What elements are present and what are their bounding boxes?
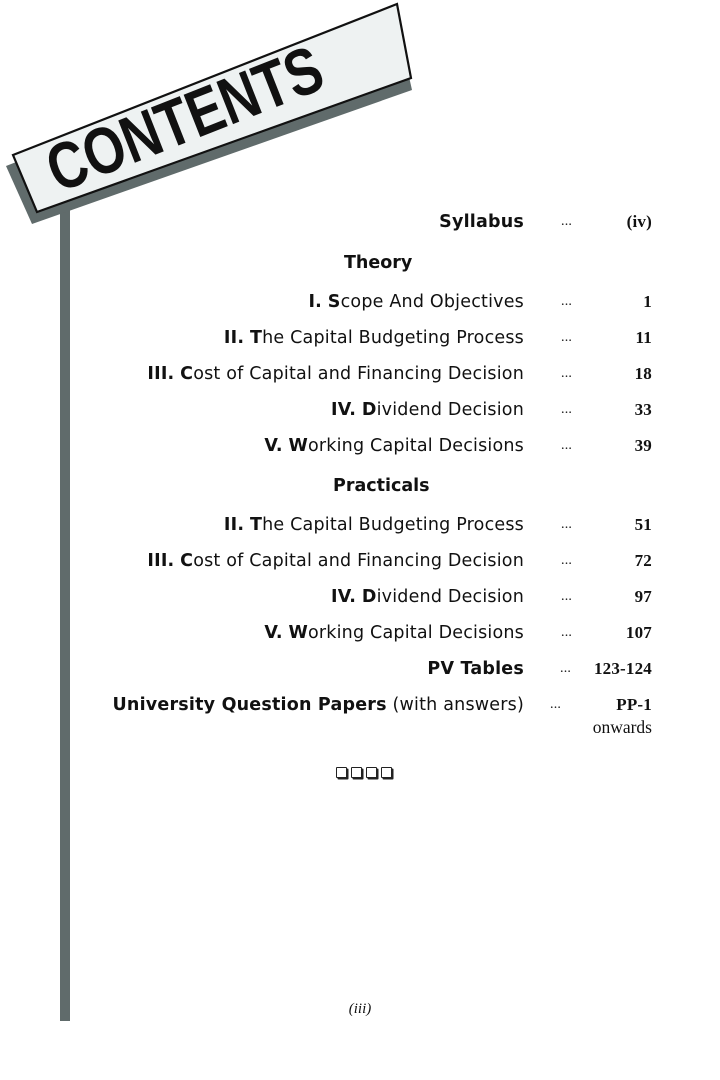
chapter-title-rest: cope And Objectives [340,292,524,312]
end-mark-box-icon [336,767,347,778]
end-of-contents-marks [336,767,392,781]
toc-page-number: 123-124 [593,659,652,678]
toc-leader-dots: ... [561,438,573,453]
section-heading-text: Theory [344,253,413,273]
toc-entry-title: Syllabus [439,212,524,232]
toc-page-number: 1 [643,292,652,311]
chapter-initial: D [361,587,377,607]
chapter-initial: C [180,551,194,571]
chapter-numeral: III. [147,551,175,571]
toc-page-number: (iv) [626,212,652,231]
toc-entry-title [264,431,524,461]
chapter-numeral: II. [223,515,245,535]
toc-leader-dots: ... [561,294,573,309]
toc-entry-title [147,359,524,389]
toc-page-number: 39 [634,436,652,455]
chapter-title-rest: he Capital Budgeting Process [262,328,524,348]
toc-leader-dots: ... [561,553,573,568]
chapter-title-rest: ividend Decision [376,400,524,420]
toc-page-number: 33 [634,400,652,419]
toc-entry-title [331,582,524,612]
toc-entry-title: PV Tables [427,659,524,679]
toc-entry-practicals-5[interactable] [0,618,720,648]
toc-entry-pv-tables[interactable] [0,654,720,684]
toc-entry-theory-2[interactable] [0,323,720,353]
toc-page-number: 18 [634,364,652,383]
toc-entry-practicals-3[interactable] [0,546,720,576]
contents-sign-banner [0,0,430,240]
chapter-numeral: IV. [331,587,357,607]
toc-entry-syllabus[interactable] [0,207,720,237]
toc-page-suffix: onwards [592,717,652,737]
toc-entry-title [113,690,524,720]
chapter-title-rest: ost of Capital and Financing Decision [193,551,524,571]
toc-entry-title [331,395,524,425]
chapter-title-rest: orking Capital Decisions [307,436,524,456]
toc-page-number: PP-1 [616,695,652,714]
chapter-initial: T [249,328,263,348]
toc-leader-dots: ... [561,214,573,229]
chapter-initial: D [361,400,377,420]
toc-leader-dots: ... [561,589,573,604]
toc-entry-practicals-4[interactable] [0,582,720,612]
chapter-title-rest: ost of Capital and Financing Decision [193,364,524,384]
contents-sign-text: CONTENTS [36,4,401,207]
toc-leader-dots: ... [560,661,572,676]
toc-entry-theory-5[interactable] [0,431,720,461]
toc-leader-dots: ... [550,697,562,712]
toc-page-number: 72 [634,551,652,570]
chapter-numeral: V. [264,623,283,643]
toc-entry-theory-3[interactable] [0,359,720,389]
toc-entry-theory-4[interactable] [0,395,720,425]
toc-leader-dots: ... [561,517,573,532]
chapter-initial: W [288,623,308,643]
chapter-title-rest: he Capital Budgeting Process [262,515,524,535]
entry-title-bold: University Question Papers [112,695,387,715]
page-folio: (iii) [348,1001,372,1017]
end-mark-box-icon [351,767,362,778]
toc-page-number: 107 [625,623,652,642]
toc-leader-dots: ... [561,366,573,381]
end-mark-box-icon [366,767,377,778]
toc-page-number: 11 [635,328,652,347]
chapter-initial: W [288,436,308,456]
toc-entry-title [264,618,524,648]
chapter-numeral: I. [308,292,323,312]
toc-page-number: 97 [634,587,652,606]
toc-entry-theory-1[interactable] [0,287,720,317]
section-heading-text: Practicals [333,476,430,496]
chapter-initial: S [327,292,341,312]
section-heading-practicals [0,471,720,501]
chapter-initial: C [180,364,194,384]
toc-leader-dots: ... [561,625,573,640]
toc-entry-title [147,546,524,576]
toc-leader-dots: ... [561,402,573,417]
chapter-numeral: III. [147,364,175,384]
chapter-numeral: II. [223,328,245,348]
toc-entry-title [308,287,524,317]
end-mark-box-icon [381,767,392,778]
chapter-numeral: IV. [331,400,357,420]
toc-page-number: 51 [634,515,652,534]
entry-title-note: (with answers) [392,695,524,715]
chapter-initial: T [249,515,263,535]
chapter-numeral: V. [264,436,283,456]
chapter-title-rest: orking Capital Decisions [307,623,524,643]
toc-leader-dots: ... [561,330,573,345]
toc-entry-title [224,323,524,353]
chapter-title-rest: ividend Decision [376,587,524,607]
toc-entry-practicals-2[interactable] [0,510,720,540]
section-heading-theory [0,248,720,278]
toc-entry-title [224,510,524,540]
